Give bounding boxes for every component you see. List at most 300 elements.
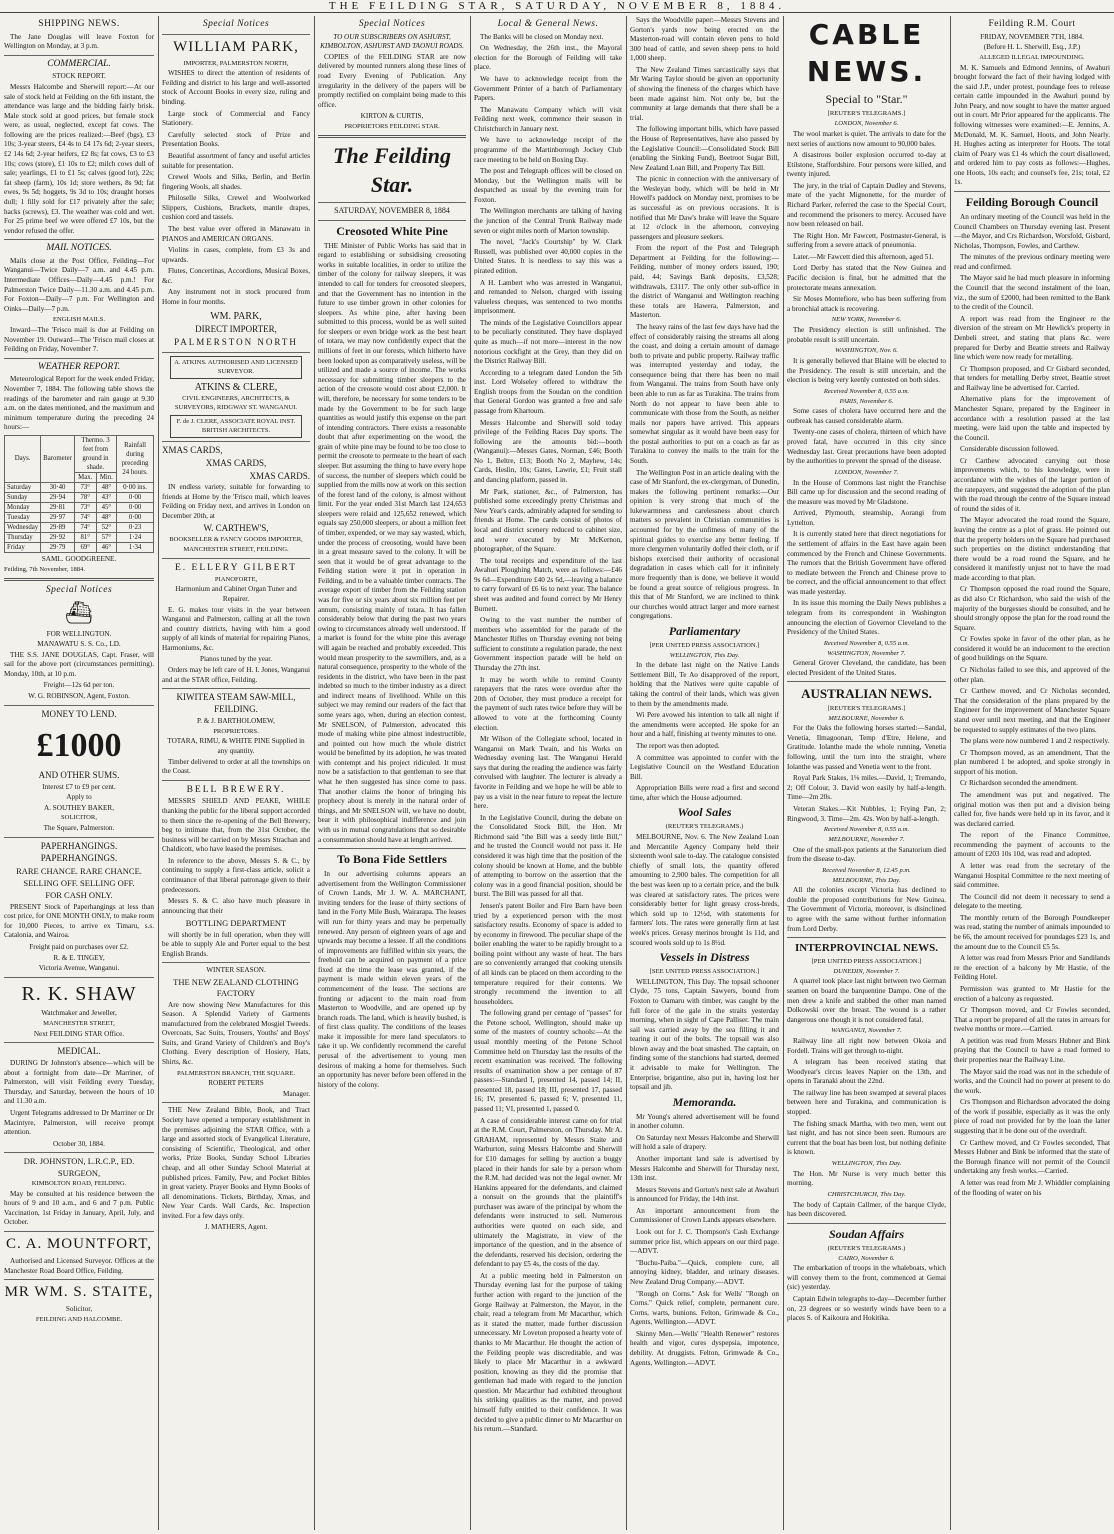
cable-item: Arrived, Plymouth, steamship, Aorangi from Lyttelton. (787, 509, 946, 527)
memoranda-item: Mr Young's altered advertisement will be found in another column. (630, 1112, 779, 1131)
cable-item: WASHINGTON, November 7. (827, 649, 906, 657)
council-item: Permission was granted to Mr Hastie for the erection of a balcony as requested. (954, 984, 1110, 1003)
wool-sales-text: MELBOURNE, Nov. 6. The New Zealand Loan and Mercantile Agency Company held their sixteenth wool sale to-day. The catalogue consisted chiefly of small lots, the quantity offered amounting to 2,900 bales. The competition for all the best was keen up to a certain price, and the bulk was cleared at satisfactory rates. The prices were considerably better for light greasy cross-breds, which sold up to 12½d, with statements for farmers' lots. The rates were generally firm at last week's prices. Greasy merinos brought 1s 11d, and scoured wools sold up to 1s 8½d. (630, 833, 779, 947)
divider (954, 191, 1110, 192)
park-items (162, 110, 310, 308)
cable-item: In its issue this morning the Daily News publishes a telegram from its correspondent in Washington announcing the election of Governor Cleveland to the Presidency of the United States. (787, 599, 946, 637)
council-item: Cr Thompson proposed, and Cr Gisbard seconded, that tenders for metalling Derby street, Beattie street and Railway line be advertised for. Carried. (954, 364, 1110, 392)
tingey-address: Victoria Avenue, Wanganui. (38, 964, 120, 973)
memoranda-heading: Memoranda. (672, 1094, 737, 1109)
council-item: The Mayor advocated the road round the Square, leaving the centre as a plot of grass. He pointed out that the property holders on the Square had purchased such properties on the distinct understanding that there would be a road round the Square, and he considered it manifestly unjust not to have the road made according to that plan. (954, 516, 1110, 582)
column-rule (158, 16, 159, 1530)
local-news-item: The following grand per centage of "passes" for the Petone school, Wellington, should make up some of the masters of country schools:—At the usual monthly meeting of the Petone School Committee held on Thursday last the results of the recent examination was received. The following results of examination show a per centage of 87 passes:—Standard I, presented 14, passed 14; II, presented 18, passed 18; III, presented 17, passed 16; IV, presented 6, passed 6; V, presented 11, passed 11; VI, presented 1, passed 0. (474, 1009, 622, 1114)
divider (162, 1102, 310, 1103)
johnston-text: May be consulted at his residence between the hours of 9 and 10 a.m., and 6 and 7 p.m. Public Vaccination, 1st Friday in January, April, July, and October. (4, 1189, 154, 1227)
carthew-name: W. CARTHEW'S, (203, 523, 269, 534)
interprovincial-items (787, 968, 946, 1220)
bartholomew-name: P. & J. BARTHOLOMEW, (197, 717, 275, 726)
clothing-text: Are now showing New Manufactures for this Season. A Splendid Variety of Garments manufactured from the celebrated Mosgiel Tweeds. Overcoats, Sac Suits, Trousers, Youths' and Boys' Suits, and Grand Variety of Children's and Boy's Clothing. Every description of Hosiery, Hats, Shirts, &c. (162, 1000, 310, 1066)
bona-fide-heading: To Bona Fide Settlers (337, 852, 447, 867)
council-item: Cr Richardson seconded the amendment. (960, 779, 1078, 788)
interprovincial-item: WANGANUI, November 7. (831, 1027, 902, 1035)
special-notices-heading: Special Notices (358, 19, 426, 29)
brewery-text-2: In reference to the above, Messrs S. & C., by continuing to supply a first-class article, solicit a continuance of that liberal patronage given to their predecessors. (162, 856, 310, 894)
divider (787, 681, 946, 682)
weather-row (5, 483, 154, 493)
weather-row (5, 523, 154, 533)
local-general-heading: Local & General News. (497, 19, 599, 29)
council-item: Cr Carthew advocated carrying out those improvements which, to his knowledge, were in accordance with the wishes of the larger portion of the ratepayers, and suggested the adoption of the plan with the road through the centre of the Square instead of round the sides of it. (954, 456, 1110, 513)
memoranda-item: "Rough on Corns." Ask for Wells' "Rough on Corns." Quick relief, complete, permanent cure. Corns, warts, bunions. Felton, Grimwade & Co., Agents, Wellington.—ADVT. (630, 1289, 779, 1327)
gilbert-text: E. G. makes tour visits in the year between Wanganui and Palmerston, calling at all the town and country districts, having with him a good supply of all kinds of material for repairing Pianos, Harmoniums, &c. (162, 605, 310, 652)
weather-subheader: Min. (96, 473, 116, 483)
local-news-item: Mr Wilson of the Collegiate school, located in Wanganui on Mark Twain, and his Works on Wednesday evening last. The Wanganui Herald says that during the reading the audience was fairly convulsed with laughter. The lecturer is already a favorite in Feilding and we hope he will be able to pay us a visit in the near future to repeat the lecture here. (474, 735, 622, 811)
interprovincial-item: Railway line all right now between Okoia and Fordell. Trains will get through to-night. (787, 1037, 946, 1055)
column-6 (787, 16, 946, 1530)
mail-heading: MAIL NOTICES. (4, 239, 154, 255)
news-items (630, 16, 779, 622)
weather-cell: 43° (96, 493, 116, 503)
cable-item: Later.—Mr Fawcett died this afternoon, aged 51. (793, 252, 934, 261)
divider (4, 705, 154, 706)
timber-text: Timber delivered to order at all the townships on the Coast. (162, 757, 310, 776)
australian-item: MELBOURNE, November 7. (828, 835, 905, 843)
council-item: The plans were now numbered 1 and 2 respectively. (960, 737, 1110, 746)
divider (4, 1279, 154, 1280)
weather-subheader: Max. (74, 473, 96, 483)
kiwitea-heading: KIWITEA STEAM SAW-MILL, FEILDING. (176, 692, 296, 715)
weather-cell: 0·23 (117, 523, 154, 533)
divider (787, 1223, 946, 1224)
medical-text-2: Urgent Telegrams addressed to Dr Marriner or Dr Macintyre, Palmerston, will receive prompt attention. (4, 1109, 154, 1137)
column-5 (630, 16, 779, 1530)
park-item: Crewel Wools and Silks, Berlin, and Berlin fingering Wools, all shades. (162, 173, 310, 191)
weather-row (5, 533, 154, 543)
money-interest: Interest £7 to £9 per cent. (42, 782, 116, 791)
bona-fide-article: In our advertising columns appears an advertisement from the Wellington Commissioner of Crown Lands, Mr J. W. A. MARCHANT, inviting tenders for the lease of thirty sections of land in the Forty Mile Bush, Wairarapa. The leases will run for thirty years and may be perpetually renewed. Any person of eighteen years of age and upwards may become a lessee. If all the conditions of improvements are fulfilled within six years, the freehold can be acquired on payment of a price fixed at the time the lease was granted, if the payment is made within eleven years of the commencement of the lease. The sections are fronting or adjacent to the main road from Masterton to Woodville, and are opened up by branch roads. The land, which is heavily bushed, is of first class quality. The conditions of the leases make it impossible for mere land speculators to take it up. We confidently recommend the careful perusal of the advertisement to young men desirous of making a home for themselves. Such an opportunity has never before been offered in the history of the colony. (318, 870, 466, 1089)
issue-date: SATURDAY, NOVEMBER 8, 1884 (334, 206, 450, 216)
soudan-item: The embarkation of troops in the whaleboats, which will convey them to the front, commenced at Gemai (sic) yesterday. (787, 1264, 946, 1292)
local-news-item: A case of considerable interest came on for trial at the R.M. Court, Palmerston, on Thursday. Mr A. GRAHAM, represented by Messrs Staite and Warburton, suing Messrs Halcombe and Sherwill for £10 damages for selling by auction a buggy placed in their hands for sale by a person whom the R.M. had decided was not the legal owner. Mr Hankins appeared for the defendants, and claimed a nonsuit on the grounds that the plaintiff's purchaser was aware of the principal by whom the defendants were instructed to sell. Numerous authorities were quoted on each side, and ultimately the Magistrate, in view of the importance of the question, and in the absence of the defendants, reserved his decision, ordering the defendant to pay £5 4s, the costs of the day. (474, 1116, 622, 1269)
gilbert-trade: PIANOFORTE, (214, 575, 258, 583)
interprovincial-item: DUNEDIN, November 7. (833, 967, 900, 975)
interprovincial-item: The railway line has been swamped at several places between here and Turakina, and communication is stopped. (787, 1088, 946, 1117)
jane-douglas-text: THE S.S. JANE DOUGLAS, Capt. Fraser, will sail for the above port (circumstances permitting). Monday, 10th, at 10 p.m. (4, 650, 154, 678)
cable-item: Some cases of cholera have occurred here and the outbreak has caused considerable alarm. (787, 407, 946, 425)
park-signature-3: PALMERSTON NORTH (174, 336, 298, 347)
medical-date: October 30, 1884. (53, 1139, 105, 1148)
council-item: A letter was read from the secretary of the Wanganui Hospital Committee re the next meeting of said committee. (954, 862, 1110, 890)
news-item: The following important bills, which have passed the House of Representatives, have also passed by the Legislative Council:—Consolidated Stock Bill (enabling the Sinking Fund), Beetroot Sugar Bill, New Zealand Loan Bill, and Property Tax Bill. (630, 125, 779, 172)
carthew-sub: BOOKSELLER & FANCY GOODS IMPORTER, (169, 536, 303, 544)
money-amount: £1000 (36, 726, 122, 764)
divider (4, 1152, 154, 1153)
weather-heading: WEATHER REPORT. (4, 358, 154, 374)
page-masthead: THE FEILDING STAR, SATURDAY, NOVEMBER 8, 1884. (0, 0, 1114, 13)
interprovincial-item: The fishing smack Martha, with two men, went out last night, and has not since been seen. Rumours are current that the boat has been lost, but nothing definite is known. (787, 1119, 946, 1157)
council-item: The Mayor said the road was not in the schedule of works, and the Council had no power at present to do the work. (954, 1067, 1110, 1095)
local-news-item: The Wellington merchants are talking of having the junction of the Central Trunk Railway made seven or eight miles north of Marton township. (474, 207, 622, 235)
news-item: The Wellington Post in an article dealing with the case of Mr Stanford, the ex-clergyman, of Dunedin, makes the following pertinent remarks:—Our opinion is very strong that much of the lukewarmness and carelessness about church matters so prevalent in Christian communities is accounted for by the unfitness of many of the spiritual guides to exercise any better feeling. If more clergymen voluntarily doffed their cloth, or if bishops exercised their authority of occasional degradation in cases which call for it infinitely more frequently than is done, we believe it would be found a great source of religious progress. In this that of Mr Stanford, we are inclined to think our churches would attract larger and more earnest congregations. (630, 468, 779, 621)
weather-cell: 57° (96, 533, 116, 543)
council-heading: Feilding Borough Council (965, 195, 1099, 210)
council-item: Cr Thompson moved, as an amendment, That the plan numbered 1 be adopted, and spoke strongly in support of his motion. (954, 748, 1110, 776)
divider (787, 937, 946, 938)
council-item: The report of the Finance Committee, recommending the payment of accounts to the amount of £203 10s 10d, was read and adopted. (954, 831, 1110, 859)
shaw-next: Next FEILDING STAR Office. (33, 1029, 125, 1038)
park-name: WILLIAM PARK, (173, 38, 299, 55)
cable-item: In the House of Commons last night the Franchise Bill came up for discussion and the second reading of the measure was moved by Mr Gladstone. (787, 478, 946, 506)
xmas-cards-2: XMAS CARDS, (205, 458, 267, 469)
local-news-item: Messrs Halcombe and Sherwill sold today privilege of the Feilding Races Day sports. The following are the amounts bid:—booth (Wanganui):—Messrs Gates, Norman, £46; Booth No 1, Beltre, £13; Booth No 2, Mayhew, 14s; Cards, Heslin, 10s; Gates, Lawrie, £1; Fruit stall and dancing platform, passed in. (474, 418, 622, 485)
soudan-heading: Soudan Affairs (828, 1226, 905, 1241)
weather-cell: 48° (96, 513, 116, 523)
creosoted-article: THE Minister of Public Works has said that in regard to establishing or subsidising creosoting works in suitable localities, in order to utilize the timber of the colony for railway sleepers, it was intended to call for tenders for creosoted sleepers, and that the Government has no intention in the future to use timber grown in other colonies for sleepers. As white pine, after having been submitted to this process, would be as well suited for sleepers or even bridge work as the best heart of totara, we may now confidently expect that the millions of feet in our forests, which hitherto have been looked upon as comparatively useless, will be utilized and made a source of income. The works necessary for submitting timber sleepers to the action of the creosote would cost about £2,000. It will, therefore, be necessary for some tenders to be made by the Government to be for such large quantities as would justify this expense on the part of intending contractors. There exists a reasonable doubt that after experimenting on the wood, the grain of white pine may be found to be too close to permit the creosote to permeate to the heart of each sleeper. But assuming the thing to have every hope of success, the number of sleepers which could be supplied from the mills now at work on this section of the forest land of the colony, is almost without limit. For the year ended 31st March last 124,653 sleepers were relaid and 125,652 renewed, which equals say 250,000 sleepers, or about a million feet of timber, expended, or we may say wasted, which, under the process of creosoting, would have been in a great measure saved to the colony. It will be seen that it would be of great advantage to the Feilding station were it put in operation in Feilding, and to be a valuable timber contracts. The average export of timber from the Feilding station was for five or six years about six million feet per annum, consisting mainly of totara. It has fallen considerably below that during the past two years owing to circumstances already well understood. If a market is found for the white pine this average will again be reached and probably exceeded. This would mean prosperity to the sawmillers, and, as a natural consequence, prosperity to the whole of the residents in the district, who have been in the past indebted so much to the timber industry as a direct and indirect means of livelihood. While on this subject we may remind our readers of the fact that some years ago, when, during an election contest, Mr SNELSON, of Palmerston, advocated this mode of making white pine almost indestructible, and pointed out how much the whole district would be benefitted by its adoption, he was treated with contempt and his project ridiculed. It must now be a satisfaction to that gentleman to see that what he then suggested has since come to pass. That another claims the honor of bringing his prophecy about is merely in the natural order of things, and Mr SNELSON will, we have no doubt, bear it with philosophical indifference and join with us in mutual congratulations that so desirable a consummation should have at length arrived. (318, 241, 466, 844)
bottling-text: will shortly be in full operation, when they will be able to supply Ale and Porter equal to the best English Brands. (162, 930, 310, 958)
carthew-address: MANCHESTER STREET, FEILDING. (183, 546, 289, 554)
parliamentary-item: The report was then adopted. (636, 741, 720, 750)
special-notices-heading: Special Notices (45, 584, 113, 595)
special-notices-heading: Special Notices (202, 19, 270, 29)
winter-heading: WINTER SEASON. (206, 966, 266, 975)
local-news-item: On Wednesday, the 26th inst., the Mayoral election for the Borough of Feilding will take place. (474, 44, 622, 72)
council-item: Cr Thompson moved, and Cr Fowles seconded, That a report be prepared of all the rates in arrears for twelve months or more.—Carried. (954, 1006, 1110, 1034)
news-item: From the report of the Post and Telegraph Department at Feilding for the following:—Feilding, number of money orders issued, 190; paid, 44; Savings Bank deposits, £3,528; withdrawals, £3117. The only other sub-office in the district of Wanganui and Wellington reaching these totals are Hawera, Palmerston, and Masterton. (630, 244, 779, 320)
weather-cell: Sunday (5, 493, 41, 503)
council-item: A letter was read from Messrs Prior and Sandilands re the erection of a balcony by Mr Hastie, of the Feilding Hotel. (954, 954, 1110, 982)
cable-item: NEW YORK, November 6. (831, 316, 902, 324)
column-2 (162, 16, 310, 1530)
news-item: The New Zealand Times sarcastically says that Mr Waring Taylor should be given an opportunity of showing the fineness of the charges which have been made against him. Not only be, but the community at large demands that there shall be a trial. (630, 65, 779, 122)
shaw-trade: Watchmaker and Jeweller, (41, 1009, 117, 1018)
weather-row (5, 503, 154, 513)
column-rule (783, 16, 784, 1530)
column-7 (954, 16, 1110, 1530)
weather-cell: 1·24 (117, 533, 154, 543)
english-mails-text: Inward—The 'Frisco mail is due at Feilding on November 19. Outward—The 'Frisco mail closes at Feilding on Friday, November 7. (4, 326, 154, 354)
divider (4, 578, 154, 581)
parliamentary-item: Wi Pere avowed his intention to talk all night if the amendments were accepted. He spoke for an hour and a half, finishing at twenty minutes to one. (630, 711, 779, 739)
cable-item: PARIS, November 6. (839, 397, 894, 405)
selling-off: SELLING OFF. SELLING OFF. (23, 878, 135, 889)
divider (318, 848, 466, 849)
medical-text: DURING Dr Johnston's absence—which will be about a fortnight from date—Dr Marriner, of Palmerston, will visit Feilding every Tuesday, Thursday, and Saturday, between the hours of 10 and 11.30 a.m. (4, 1059, 154, 1106)
divider (4, 1042, 154, 1043)
local-news-item: Owing to the vast number the number of members who assembled for the parade of the Manchester Rifles on Thursday evening not being sufficient to constitute a regulation parade, the next Government inspection parade will be held on Thursday the 27th inst. (474, 616, 622, 673)
weather-cell: 29·89 (41, 523, 75, 533)
stock-heading: STOCK REPORT. (52, 72, 106, 81)
clothing-branch: PALMERSTON BRANCH, THE SQUARE. (176, 1069, 296, 1077)
gilbert-sub: Harmonium and Cabinet Organ Tuner and Repairer. (175, 585, 297, 603)
parliamentary-items (630, 652, 779, 804)
column-rule (950, 16, 951, 1530)
pianos-tuned: Pianos tuned by the year. (199, 655, 273, 664)
weather-cell: Friday (5, 543, 41, 553)
vessels-heading: Vessels in Distress (659, 950, 750, 965)
stock-report-text: Messrs Halcombe and Sherwill report:—At our sale of stock held at Feilding on the 6th instant, the attendance was large and the bidding fairly brisk. Male stock sold at good prices, but female stock were, as usual, neglected, except fat cows. The following are the prices realized:—Beef (bgs), £3 10s; 3-year steers, £4 4s to £4 17s 6d; 2-year steers, £2 14s 6d; 2-year heifers, £2 8s; fat cows, £3 to £3 10s; cows (store), £1 10s to £2; milch cows dull of sale; yearlings, £1 to £1 5s; calves (good lot), 22s; fat sheep (farm), 10s 1d; store wethers, 8s 9d; fat ewes, 9s 5d; hoggets, 9s 3d to 10s; draught horses dull; 1 filly sold for £17 privately after the sale; hacks (screws), £3. The weather was cold and wet. For 25 prime beef we were offered £7 10s, but the vendor refused the offer. (4, 82, 154, 235)
park-item: Carefully selected stock of Prize and Presentation Books. (162, 130, 310, 149)
weather-cell: 29·94 (41, 493, 75, 503)
money-apply: Apply to (66, 793, 92, 802)
paper-text: PRESENT Stock of Paperhangings at less than cost price, for ONE MONTH ONLY, to make room for 10,000 Pieces, to arrive ex Timaru, s.s. Catalonia, and Wairoa. (4, 902, 154, 940)
local-news-items (474, 33, 622, 1435)
cable-item: WASHINGTON, Nov. 6. (835, 347, 898, 355)
xmas-text: IN endless variety, suitable for forwarding to friends at Home by the 'Frisco mail, which leaves Feilding on Friday next, and arrives in London on December 20th, at (162, 483, 310, 520)
news-item: The heavy rains of the last few days have had the effect of considerably raising the streams all along the coast, and doing a certain amount of damage both to private and public property. Railway traffic was interrupted yesterday and today, the consequence being that there has been no mail from Wanganui. The trains from South have only been able to run as far as Turakina. The trains from North do not appear to have been able to communicate with those from the South, as neither mails nor papers have arrived. This appears somewhat singular as it would have been easy for the postal authorities to put on a coach as far as Turakina to convey the mails to the train for the South. (630, 322, 779, 466)
creosoted-heading: Creosoted White Pine (336, 223, 448, 238)
weather-cell: 0·00 ins. (117, 483, 154, 493)
park-item: Any instrument not in stock procured from Home in four months. (162, 288, 310, 307)
clere-box: F. de J. CLERE, ASSOCIATE ROYAL INST. BRITISH ARCHITECTS. (170, 415, 302, 438)
local-news-item: The post and Telegraph offices will be closed on Monday, but the Wellington mails will be despatched as usual by the evening train for Foxton. (474, 167, 622, 204)
divider (162, 780, 310, 781)
shaw-name: R. K. SHAW (21, 982, 137, 1005)
council-item: The monthly return of the Borough Poundkeeper was read, stating the number of animals impounded to be 66, the amount received for poundages £23 1s, and the amount due to the Council £5 5s. (954, 913, 1110, 951)
wellington-heading: FOR WELLINGTON. (46, 629, 112, 638)
proprietors: PROPRIETORS. (213, 727, 259, 735)
wool-sales-heading: Wool Sales (677, 805, 732, 820)
english-mails-heading: ENGLISH MAILS. (52, 316, 106, 324)
weather-cell: 0·00 (117, 503, 154, 513)
divider (162, 962, 310, 963)
weather-cell: Thursday (5, 533, 41, 543)
council-item: Cr Carthew moved, and Cr Fowles seconded, That Messrs Hubner and Bink be informed that the state of the Borough finance will not permit of the Council undertaking any fresh works.—Carried. (954, 1138, 1110, 1176)
soudan-items (787, 1255, 946, 1324)
news-item: Says the Woodville paper:—Messrs Stevens and Gorton's yards now being erected on the Masterton-road will contain eleven pens to hold 300 head of cattle, and seven sheep pens to hold 1,000 sheep. (630, 16, 779, 63)
mountfort-name: C. A. MOUNTFORT, (5, 1236, 153, 1253)
local-news-item: In the Legislative Council, during the debate on the Consolidated Stock Bill, the Hon. Mr Richmond said "the Bill was a seedy little Bill," and he trusted the Council would not pass it. He considered it was high time that the position of the colony should be known at Home, and the bubble of attempting to borrow on the assertion that the colony was in a good financial position, should be burst. The Bill was passed for all that. (474, 813, 622, 899)
atkins-sub: CIVIL ENGINEERS, ARCHITECTS, & SURVEYORS, RIDGWAY ST. WANGANUI. (174, 395, 298, 412)
park-item: Philoselle Silks, Crewel and Woolworked Slippers, Cushions, Brackets, mantle drapes, cushion cord and tassels. (162, 194, 310, 222)
money-baker: A. SOUTHEY BAKER, (43, 803, 114, 812)
park-item: Flutes, Concertinas, Accordions, Musical Boxes, &c. (162, 267, 310, 285)
cable-item: It is currently stated here that direct negotiations for the settlement of affairs in the East have again been commenced by the French and Chinese Governments. The rumors that the British Government have offered to mediate between the French and Chinese prove to be correct, and the official announcement to that effect was made yesterday. (787, 530, 946, 596)
divider (318, 202, 466, 203)
newspaper-title: The Feilding Star. (333, 142, 451, 197)
australian-item: MELBOURNE, This Day. (832, 876, 901, 884)
column-rule (470, 16, 471, 1530)
bible-society-text: THE New Zealand Bible, Book, and Tract Society have opened a temporary establishment in the premises adjoining the STAR Office, with a large and assorted stock of Evangelical Literature, consisting of Scientific, Theological, and other works, Prize Books, Sunday School Libraries cheap, and all other Sunday School Material at published prices. Family, Pew, and Pocket Bibles in great variety. Prayer Books and Hymn Books of all denominations. Tickets, Birthday, Xmas, and New Year Cards. Wall Cards, &c. Inspection invited. For a few days only. (162, 1106, 310, 1220)
cable-item: It is generally believed that Blaine will be elected to the Presidency. The result is still uncertain, and the election is being very keenly contested on both sides. (787, 357, 946, 385)
australian-items (787, 715, 946, 935)
shipping-text: The Jane Douglas will leave Foxton for Wellington on Monday, at 3 p.m. (4, 32, 154, 51)
weather-cell: 74° (74, 513, 96, 523)
park-item: Beautiful assortment of fancy and useful articles suitable for presentation. (162, 151, 310, 170)
park-item: Large stock of Commercial and Fancy Stationery. (162, 109, 310, 128)
council-item: A petition was read from Messrs Hubner and Bink praying that the Council to have a road formed to their properties near the Railway Line. (954, 1036, 1110, 1064)
court-text: M. K. Samuels and Edmond Jennins, of Awahuri brought forward the fact of their having lodged with the said J.P., under protest, poundage fees to release certain cattle impounded in the Awahuri pound by John Peary, and now sought to have the matter argued out in court. Mr Prior appeared for the applicants. The following witnesses were examined:—E. Jennins, A. McDonald, M. K. Samuel, Hoots, and John Nearly. H. Hughes acting as interpreter for Hoots. The total claim of Peary was £1 4s which the court disallowed, and ordered him to pay costs as follows:—Hughes, one Hoots, 10s each; and counsel's fee, 21s; total, £2 1s. (954, 63, 1110, 187)
local-news-item: A H. Lambert who was arrested in Wanganui, and remanded to Nelson, charged with issuing valueless cheques, was sentenced to two months imprisonment. (474, 278, 622, 316)
council-item: The minutes of the previous ordinary meeting were read and confirmed. (954, 253, 1110, 271)
australian-item: One of the small-pox patients at the Sanatorium died from the disease to-day. (787, 845, 946, 864)
park-signature: WM. PARK, (210, 310, 262, 322)
australian-item: MELBOURNE, November 6. (828, 714, 905, 722)
weather-cell: Monday (5, 503, 41, 513)
weather-cell: 29·81 (41, 503, 75, 513)
mathers-agent: J. MATHERS, Agent. (204, 1223, 268, 1232)
council-item: A letter was read from Mr J. Whiddler complaining of the flooding of water on his (954, 1178, 1110, 1197)
interprovincial-item: CHRISTCHURCH, This Day. (827, 1190, 906, 1198)
park-text: WISHES to direct the attention of residents of Feilding and district to his large and well-assorted stock of Account Books in every size, ruling and binding. (162, 69, 310, 107)
soudan-item: Captain Edwin telegraphs to-day—December further on, 23 degrees or so westerly winds have been to a places S. of Kaikoura and Hokitika. (787, 1295, 946, 1323)
local-news-item: Jensen's patent Boiler and Fire Barn have been tried by a experienced person with the most satisfactory results. Economy of space is added to by economy in firewood. The peculiar shape of the boiler enabling the water to be rapidly brought to a boiling point without any waste of heat. The bars are so conveniently arranged that cooking utensils of all kinds can be placed on them according to the temperature required for their contents. We strongly recommend the invention to all householders. (474, 901, 622, 1006)
xmas-cards-1: XMAS CARDS, (162, 445, 223, 456)
cable-item: The Presidency election is still unfinished. The probable result is still uncertain. (787, 326, 946, 344)
johnston-name: DR. JOHNSTON, L.R.C.P., ED. SURGEON, (23, 1156, 135, 1178)
orders-text: Orders may be left care of H. I. Jones, Wanganui and at the STAR office, Feilding. (162, 665, 310, 684)
local-news-item: The total receipts and expenditure of the last Awahuri Ploughing Match, were as follows:—£46 9s 6d—Expenditure £40 2s 6d,—leaving a balance to carry forward of £6 6s to next year. The balance sheet was audited and found correct by Mr Henry Burnett. (474, 556, 622, 613)
parliamentary-heading: Parliamentary (668, 623, 741, 638)
local-news-item: We have to acknowledge receipt of the programme of the Martinborough Jockey Club race meeting to be held on Boxing Day. (474, 136, 622, 164)
council-items (954, 213, 1110, 1198)
commercial-heading: COMMERCIAL. (4, 55, 154, 71)
weather-cell: 78° (74, 493, 96, 503)
cable-item: The jury, in the trial of Captain Dudley and Stevens, mate of the yacht Mignonette, for the murder of Richard Parker, referred the case to the Special Court, and recommend the prisoners to mercy. Accused have now been released on bail. (787, 181, 946, 229)
brewery-text: MESSRS SHIELD AND PEAKE, WHILE thanking the public for the liberal support accorded to them since the re-opening of the Bell Brewery, beg to intimate that, from the 31st October, the business will be carried on by Messrs Strachan and Chaldicott, who have leased the premises. (162, 797, 310, 854)
divider (162, 558, 310, 559)
local-news-item: The minds of the Legislative Councillors appear to be peculiarly constituted. They have displayed quite as much—if not more—interest in the now notorious cockfight at the Grey, than they did on the District Railway Bill. (474, 318, 622, 366)
australian-sub: [REUTER'S TELEGRAMS.] (827, 704, 906, 712)
weather-cell: 69° (74, 543, 96, 553)
divider (318, 135, 466, 138)
divider (162, 688, 310, 689)
court-date: FRIDAY, NOVEMBER 7TH, 1884. (980, 32, 1084, 41)
gilbert-name: E. ELLERY GILBERT (175, 562, 297, 573)
council-item: Cr Nicholas failed to see this, and approved of the other plan. (954, 666, 1110, 684)
australian-item: For the Oaks the following horses started:—Sandal, Venetia, Ilmagoonan, Temp d'Etre, Helene, and Gratitude. Iolanthe made the whole running, Venetia following, until the turn into the straight, where Iolanthe was passed and Venetia went to the front. (787, 724, 946, 771)
local-news-item: It may be worth while to remind County ratepayers that the rates were overdue after the 20th of October, they must produce a receipt for the payment of such rates twice before they will be allowed to vote at the forthcoming County election. (474, 675, 622, 732)
parliamentary-item: A committee was appointed to confer with the Legislative Council on the Westland Education Bill. (630, 753, 779, 781)
weather-cell: 0·00 (117, 493, 154, 503)
tingey-name: R. & E. TINGEY, (53, 953, 105, 962)
weather-cell: 46° (96, 543, 116, 553)
cable-item: The Right Hon. Mr Fawcett, Postmaster-General, is suffering from a severe attack of pneumonia. (787, 231, 946, 250)
divider (162, 352, 310, 353)
interprovincial-item: WELLINGTON, This Day. (831, 1159, 902, 1167)
parliamentary-item: WELLINGTON, This Day. (669, 651, 740, 659)
money-address: The Square, Palmerston. (43, 824, 115, 833)
weather-cell: 48° (96, 483, 116, 493)
local-news-item: According to a telegram dated London the 5th inst. Lord Wolseley offered to withdraw the English troops from the Soudan on the condition that General Gordon was granted a free and safe passage from Khartoum. (474, 368, 622, 416)
weather-cell: 81° (74, 533, 96, 543)
money-heading: MONEY TO LEND. (41, 708, 117, 719)
weather-row (5, 493, 154, 503)
cable-item: Received November 8, 0.55 a.m. (823, 387, 910, 395)
vessels-text: WELLINGTON, This Day. The topsail schooner Clyde, 75 tons, Captain Sawyers, bound from Foxton to Oamaru with timber, was caught by the full force of the gale in the straits yesterday morning, when in sight of Cape Palliser. The main sail was carried away by the sea filling it and tearing it out of the bolts. The topsail was also blown away and the boat smashed. The captain, on finding some of the stanchions had started, deemed it advisable to make for Wellington. The Enterprise, brigantine, also put in, having lost her topsail and jib. (630, 977, 779, 1092)
soudan-item: CAIRO, November 6. (838, 1254, 895, 1262)
court-before: (Before H. L. Sherwill, Esq., J.P.) (983, 43, 1081, 52)
council-item: A report was read from the Engineer re the diversion of the stream on Mr Hewlick's property in Denbeli street, and stating that plans &c. were prepared for Derby and Beattie streets and Railway line which were now ready for metalling. (954, 314, 1110, 362)
weather-cell: 29·92 (41, 533, 75, 543)
parliamentary-item: In the debate last night on the Native Lands Settlement Bill, Te Ao disapproved of the report, holding that the Natives were quite capable of taking the control of their lands, which was given to them by the amendments made. (630, 661, 779, 708)
local-news-item: The Banks will be closed on Monday next. (480, 32, 604, 41)
mail-text: Mails close at the Post Office, Feilding—For Wanganui—Twice Daily—7 a.m. and 4.45 p.m. Intermediate Offices—Daily—4.45 p.m.! For Palmerston Twice Daily—11.30 a.m. and 4.45 p.m. For Foxton—Daily—7 p.m. For Wellington and Oinks—Daily—7 p.m. (4, 256, 154, 313)
council-item: Cr Carthew moved, and Cr Nicholas seconded, That the consideration of the plans prepared by the Engineer for the improvement of Manchester Square stand over until next meeting, and that the Engineer be requested to supply estimates of the two plans. (954, 687, 1110, 734)
australian-item: Received November 8, 12.45 p.m. (822, 866, 911, 874)
australian-item: All the colonies except Victoria has declined to double the proposed contributions for New Guinea. The Government of Victoria, moreover, is disinclined to agree with the same without further information from Lord Derby. (787, 886, 946, 933)
local-news-item: At a public meeting held in Palmerston on Thursday evening last for the purpose of taking further action with regard to the junction of the Gorge Railway at Palmerston, the Mayor, in the chair, read a telegram from Mr Macarthur, which as it stated the matter, made further discussion unnecessary. Mr Loveton proposed a hearty vote of thanks to Mr Macarthur. He thought the action of the Feilding people was discreditable, and was likely to place Mr Macarthur in a awkward position, knowing as they did the promise that gentleman had made with regard to the junction question. Mr Macarthur had exhibited throughout his striking qualities as the matter, and proved himself fully entitled to their confidence. It was decided to give a public dinner to Mr Macarthur on his return.—Standard. (474, 1271, 622, 1434)
reuter-sub: [REUTER'S TELEGRAMS.] (827, 110, 906, 118)
council-item: Cr Fowles spoke in favor of the other plan, as he considered it would be an inducement to the erection of good buildings on the Square. (954, 635, 1110, 663)
weather-signature: SAML. GOODGREENE. (41, 555, 117, 564)
cable-item: The wool market is quiet. The arrivals to date for the next series of auctions now amount to 90,000 bales. (787, 129, 946, 148)
paper-heading: PAPERHANGINGS. PAPERHANGINGS. (40, 840, 118, 863)
weather-row (5, 513, 154, 523)
council-item: An ordinary meeting of the Council was held in the Council Chambers on Thursday evening last. Present—the Mayor, and Crs Richardson, Worsfold, Gisbard, Nicholas, Thompson, Fowles, and Carthew. (954, 213, 1110, 250)
weather-cell: 1·34 (117, 543, 154, 553)
council-item: The amendment was put and negatived. The original motion was then put and a division being called for, five hands were held up in its favor, and it was declared carried. (954, 790, 1110, 828)
cable-items (787, 120, 946, 678)
australian-heading: AUSTRALIAN NEWS. (801, 686, 932, 702)
special-star: Special to "Star." (825, 92, 908, 107)
interprovincial-item: The Hon. Mr Nurse is very much better this morning. (787, 1169, 946, 1188)
interprovincial-item: The body of Captain Callmer, of the barque Clyde, has been discovered. (787, 1200, 946, 1219)
column-rule (314, 16, 315, 1530)
clothing-heading: THE NEW ZEALAND CLOTHING FACTORY (173, 976, 299, 999)
council-item: The Council did not deem it necessary to send a delegate to the meeting. (954, 892, 1110, 911)
cable-item: LONDON, November 6. (834, 120, 899, 128)
news-item: The picnic in connection with the anniversary of the Wesleyan body, which will be held in Mr Howell's paddock on Monday next, promises to be as successful as on previous occasions. It is notified that Mr Daw's brake will leave the Square at 12 o'clock in the afternoon, conveying passengers and pleasure seekers. (630, 175, 779, 241)
peters-title: Manager. (283, 1089, 310, 1098)
staite-name: MR WM. S. STAITE, (4, 1284, 154, 1301)
cable-item: Sir Moses Montefiore, who has been suffering from a bronchial attack is recovering. (787, 295, 946, 313)
memoranda-item: An important announcement from the Commissioner of Crown Lands appears elsewhere. (630, 1206, 779, 1225)
memoranda-item: Look out for J. C. Thompson's Cash Exchange summer price list, which appears on our third page.—ADVT. (630, 1228, 779, 1256)
cable-item: A disastrous boiler explosion occurred to-day at Etilstone, Staffordshire. Four persons were killed, and twenty injured. (787, 151, 946, 179)
column-1 (4, 16, 154, 1530)
bottling-heading: BOTTLING DEPARTMENT (185, 918, 287, 929)
staite-address: FEILDING AND HALCOMBE. (35, 1315, 123, 1323)
interprovincial-sub: [PER UNITED PRESS ASSOCIATION.] (811, 957, 922, 965)
subscribers-text: COPIES of the FEILDING STAR are now delivered by mounted runners along these lines of road Every Evening of Publication. Any irregularity in the delivery of the papers will be promptly rectified on complaint being made to this office. (318, 52, 466, 109)
weather-row (5, 543, 154, 553)
subscribers-heading: TO OUR SUBSCRIBERS ON ASHURST, KIMBOLTON, ASHURST AND TAONUI ROADS. (320, 32, 464, 51)
divider (162, 441, 310, 442)
council-item: Crs Thompson and Richardson advocated the doing of the work if possible, especially as it was the only piece of road not provided for by the loan the latter suggesting that it be done out of the overdraft. (954, 1098, 1110, 1136)
weather-header: Barometer (41, 435, 75, 482)
steamship-icon: ⛴ (65, 600, 93, 626)
shaw-address: MANCHESTER STREET, (43, 1019, 115, 1027)
brewery-heading: BELL BREWERY. (186, 784, 286, 795)
australian-item: Veteran Stakes.—Kit Nubbles, 1; Frying Pan, 2; Ringwood, 3. Time—2m. 42s. Won by half-a-length. (787, 804, 946, 823)
council-item: Considerable discussion followed. (960, 445, 1059, 454)
memoranda-item: Skinny Men.—Wells' "Health Renewer" restores health and vigor, cures dyspepsia, impotence, debility. At druggists. Felton, Grimwade & Co., Agents, Wellington.—ADVT. (630, 1329, 779, 1367)
column-3 (318, 16, 466, 1530)
council-item: The Mayor said he had much pleasure in informing the Council that the second instalment of the loan, viz., the sum of £2000, had been remitted to the Bank to the credit of the Council. (954, 274, 1110, 312)
weather-header: Days. (5, 435, 41, 482)
divider (4, 977, 154, 978)
weather-cell: 45° (96, 503, 116, 513)
column-4 (474, 16, 622, 1530)
kirton-sub: PROPRIETORS FEILDING STAR. (344, 122, 440, 130)
staite-title: Solicitor, (65, 1305, 93, 1314)
memoranda-item: Another important land sale is advertised by Messrs Halcombe and Sherwill for Thursday next, 13th inst. (630, 1155, 779, 1183)
divider (4, 1231, 154, 1232)
freight-text: Freight—12s 6d per ton. (43, 681, 115, 690)
cable-item: General Grover Cleveland, the candidate, has been elected President of the United States. (787, 659, 946, 677)
weather-cell: 30·40 (41, 483, 75, 493)
park-signature-2: DIRECT IMPORTER, (195, 323, 277, 334)
kirton-curtis: KIRTON & CURTIS, (360, 112, 424, 121)
weather-cell: 0·00 (117, 513, 154, 523)
manawatu-company: MANAWATU S. S. Co., LD. (37, 640, 121, 649)
weather-cell: 73° (74, 503, 96, 513)
shipping-heading: SHIPPING NEWS. (38, 19, 120, 29)
park-item: Violins in cases, complete, from £3 3s and upwards. (162, 246, 310, 264)
weather-cell: Tuesday (5, 513, 41, 523)
local-news-item: The novel, "Jack's Courtship" by W. Clark Russell, was published over 40,000 copies in the United States. It is needless to say this was a pirated edition. (474, 238, 622, 275)
local-news-item: Mr Park, stationer, &c., of Palmerston, has published some exceedingly pretty Christmas and New Year's cards, admirably adapted for sending to friends at Home. The cards consist of photos of local and district scenery reduced to cabinet size, and were executed by Mr McKernon, photographer, of the Square. (474, 487, 622, 554)
